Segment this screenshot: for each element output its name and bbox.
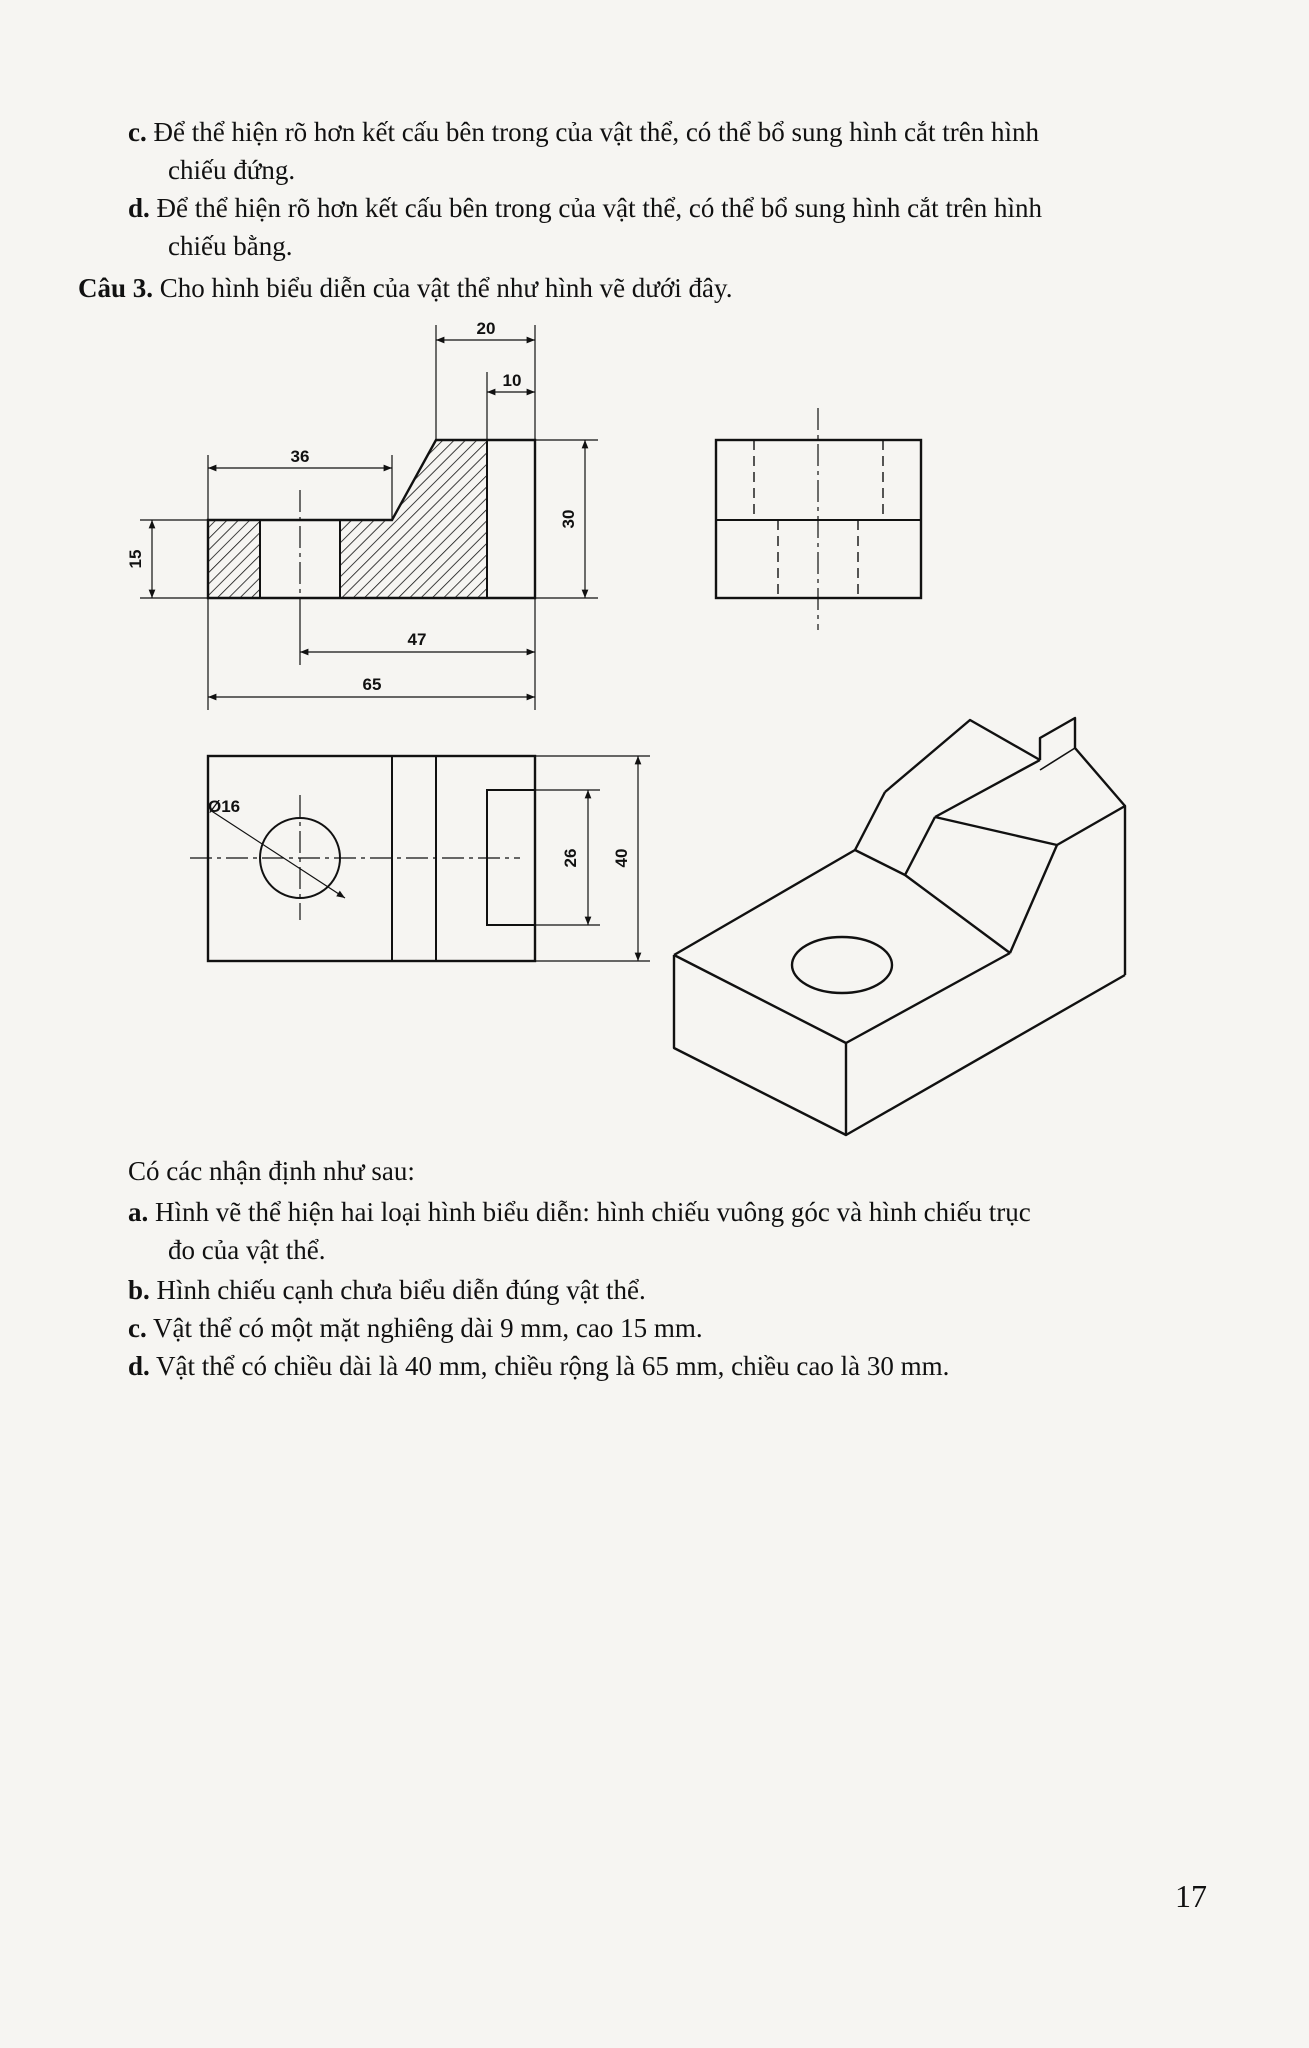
statement-label: c. <box>128 1313 147 1343</box>
dim-d16: Ø16 <box>208 797 241 816</box>
page-number: 17 <box>1175 1878 1207 1914</box>
statement-label: a. <box>128 1197 149 1227</box>
statement-text: Vật thể có chiều dài là 40 mm, chiều rộng là 65 mm, chiều cao là 30 mm. <box>156 1351 950 1381</box>
statement-label: b. <box>128 1275 150 1305</box>
dim-36: 36 <box>290 447 310 466</box>
dim-15: 15 <box>126 549 145 569</box>
item-text: Để thể hiện rõ hơn kết cấu bên trong của vật thể, có thể bổ sung hình cắt trên hình <box>153 117 1039 147</box>
statement-d <box>128 1348 949 1384</box>
dim-20: 20 <box>476 319 496 338</box>
side-view <box>716 408 921 630</box>
dim-10: 10 <box>502 371 522 390</box>
statement-a <box>128 1194 1031 1230</box>
item-c-top-cont: chiếu đứng. <box>168 155 296 185</box>
dim-40: 40 <box>612 848 631 868</box>
dim-47: 47 <box>407 630 427 649</box>
statements-intro: Có các nhận định như sau: <box>128 1156 415 1186</box>
item-label: d. <box>128 193 150 223</box>
statement-c <box>128 1310 703 1346</box>
statement-text: Hình chiếu cạnh chưa biểu diễn đúng vật thể. <box>156 1275 646 1305</box>
top-view <box>190 756 650 961</box>
item-d-top-cont: chiếu bằng. <box>168 231 293 261</box>
dim-30: 30 <box>559 509 578 529</box>
statement-text: Hình vẽ thể hiện hai loại hình biểu diễn: hình chiếu vuông góc và hình chiếu trục <box>155 1197 1031 1227</box>
statement-a-cont: đo của vật thể. <box>168 1235 326 1265</box>
statement-label: d. <box>128 1351 150 1381</box>
front-view <box>140 325 598 710</box>
dim-65: 65 <box>362 675 382 694</box>
statement-b <box>128 1272 646 1308</box>
question-text: Cho hình biểu diễn của vật thể như hình vẽ dưới đây. <box>159 273 733 303</box>
isometric-view <box>674 718 1125 1135</box>
dim-26: 26 <box>561 848 580 868</box>
item-text: Để thể hiện rõ hơn kết cấu bên trong của vật thể, có thể bổ sung hình cắt trên hình <box>156 193 1043 223</box>
statement-text: Vật thể có một mặt nghiêng dài 9 mm, cao 15 mm. <box>153 1313 703 1343</box>
item-label: c. <box>128 117 147 147</box>
question-label: Câu 3. <box>78 273 154 303</box>
